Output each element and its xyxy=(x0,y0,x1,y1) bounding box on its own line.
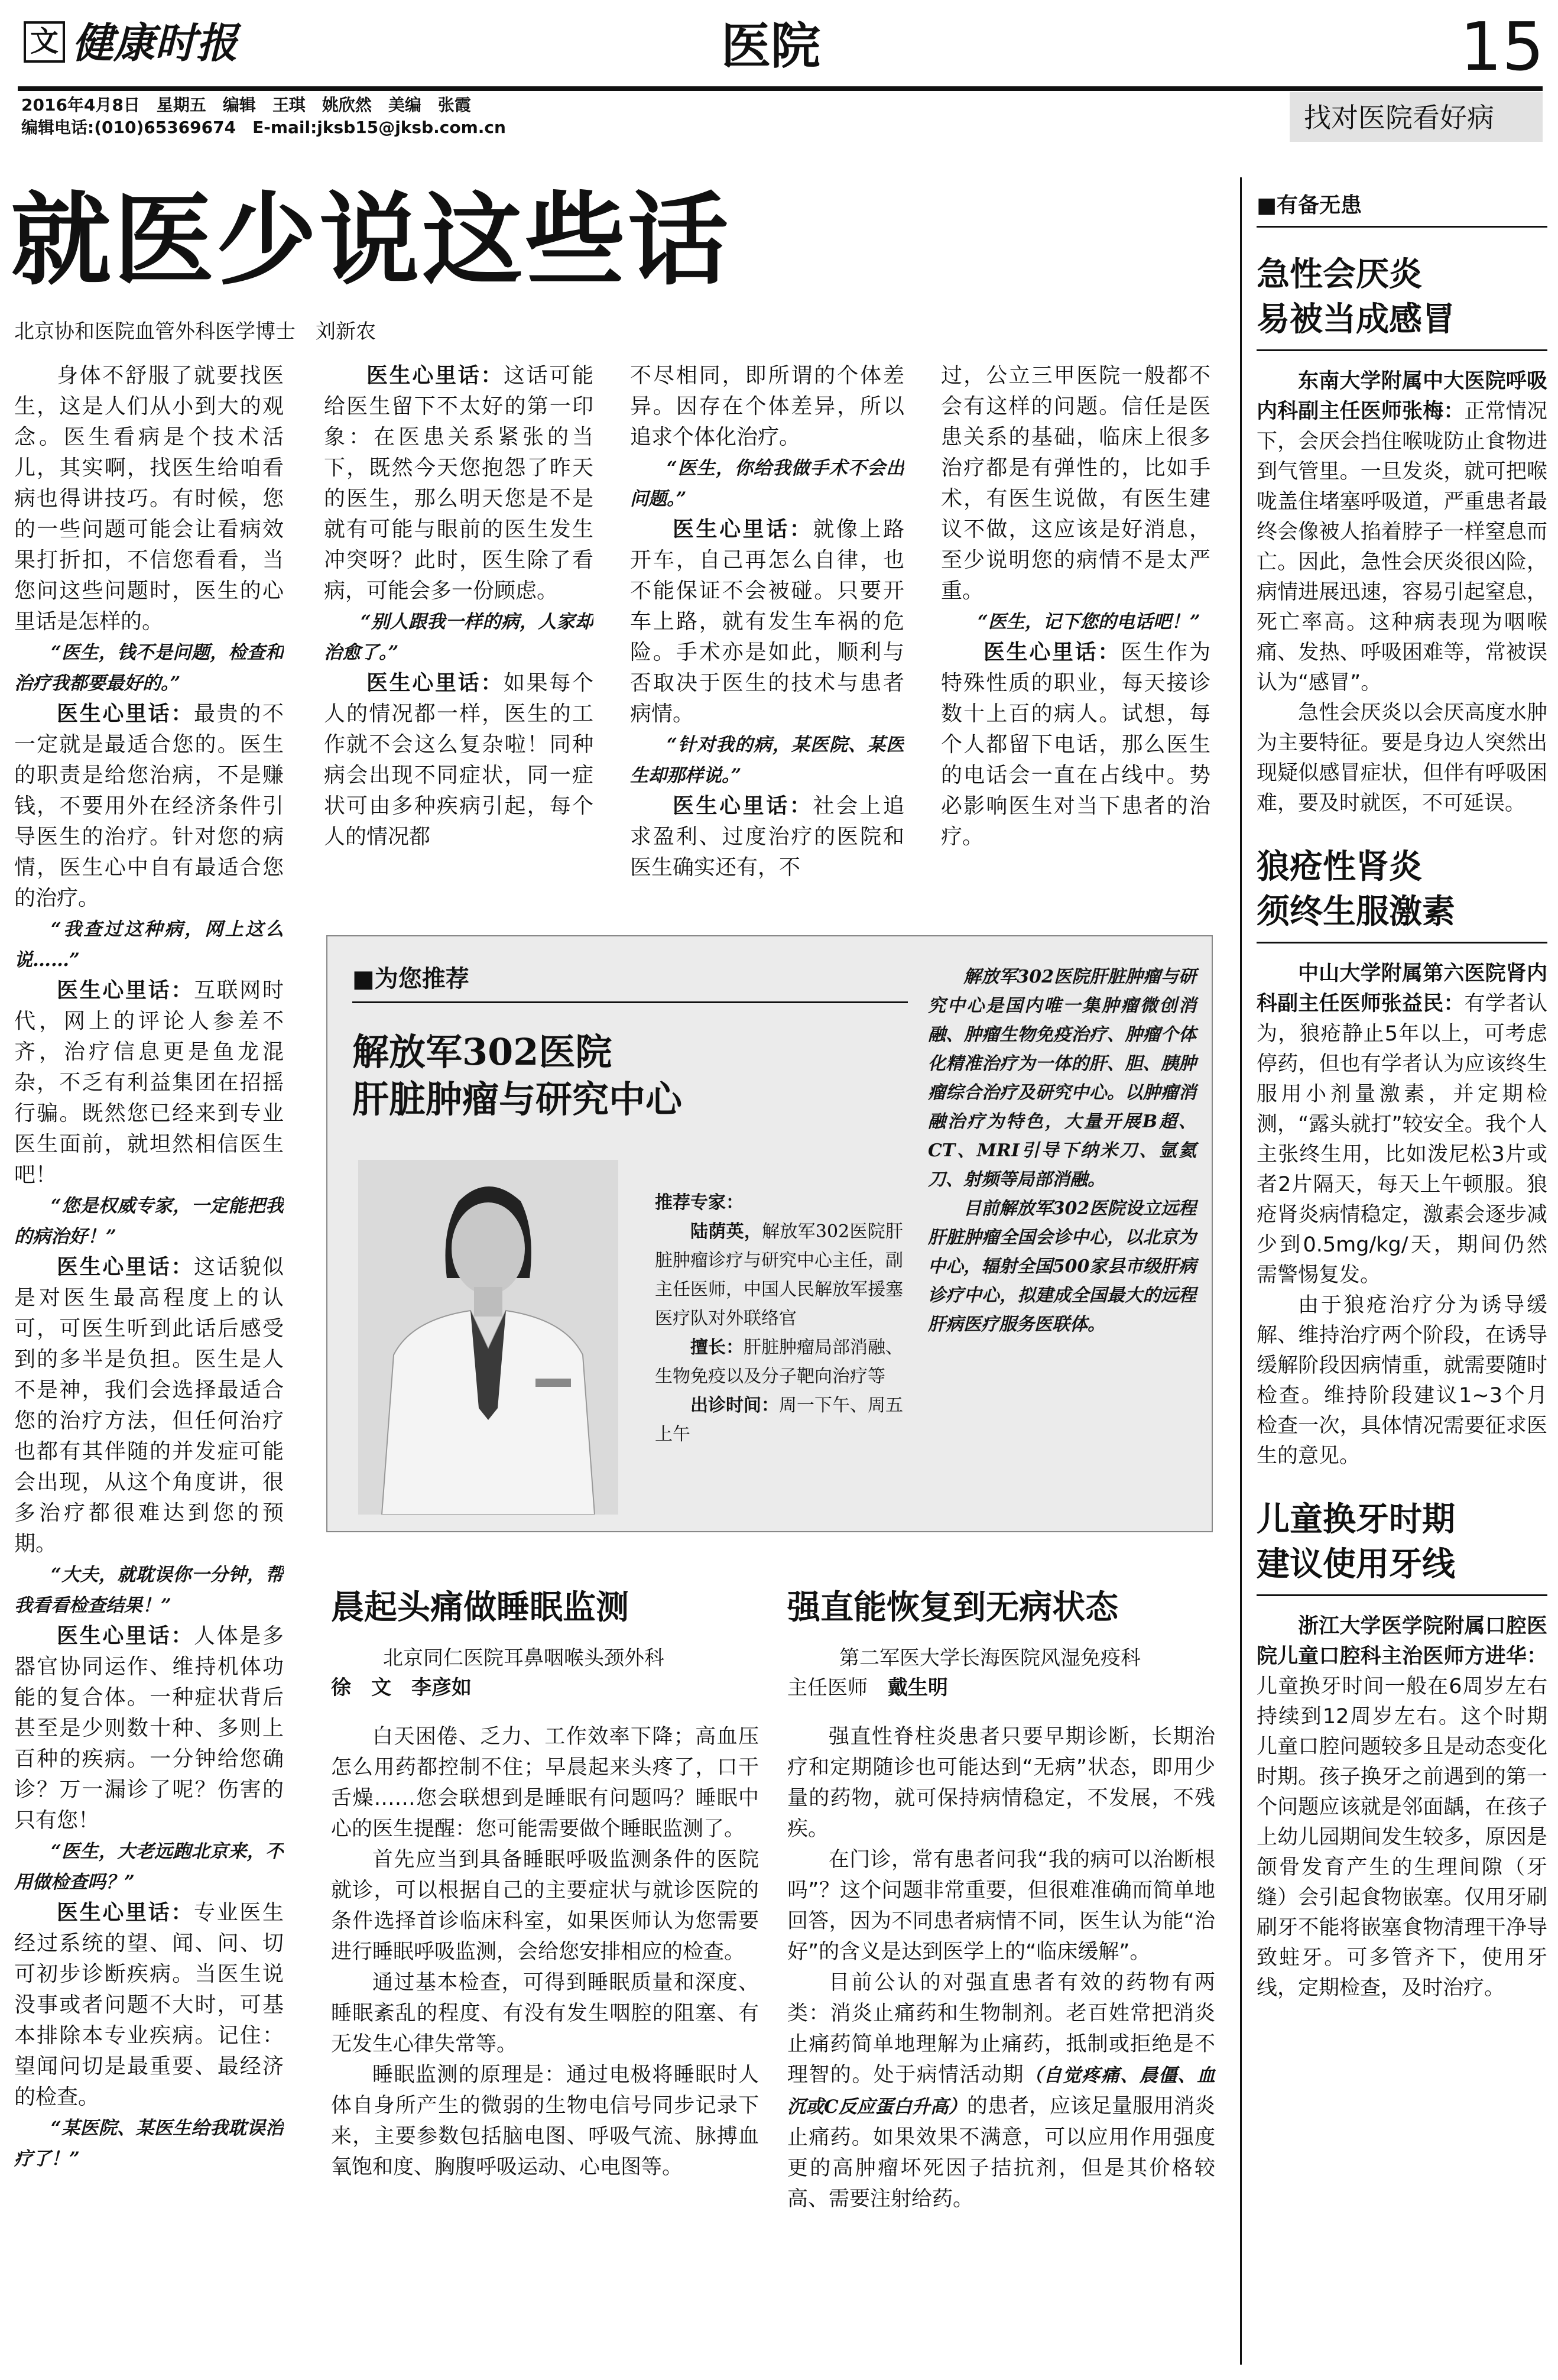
promo-tag-label: 为您推荐 xyxy=(374,965,469,993)
s3-title xyxy=(1257,1497,1547,1587)
headline: 就医少说这些话 xyxy=(11,181,731,299)
expert-name: 陆荫英， xyxy=(690,1221,762,1242)
doctor-note xyxy=(941,637,1210,852)
sidebar xyxy=(1257,189,1547,2003)
promo-right-p1: 解放军302医院肝脏肿瘤与研究中心是国内唯一集肿瘤微创消融、肿瘤生物免疫治疗、肿瘤个体化精准治疗为一体的肝、胆、胰肿瘤综合治疗及研究中心。以肿瘤消融治疗为特色，大量开展B超、CT、MRI引导下纳米刀、氩氦刀、射频等局部消融。 xyxy=(928,967,1196,1190)
doctor-note xyxy=(324,668,593,852)
s2-title xyxy=(1257,845,1547,935)
quote-line: “针对我的病，某医院、某医生却那样说。” xyxy=(630,734,904,786)
as-aff2: 主任医师 xyxy=(787,1676,868,1700)
s2-title-l2: 须终生服激素 xyxy=(1257,893,1455,931)
continued-paragraph: 不尽相同，即所谓的个体差异。因存在个体差异，所以追求个体化治疗。 xyxy=(630,364,904,449)
quote-line: “医生，钱不是问题，检查和治疗我都要最好的。” xyxy=(14,642,284,694)
doctor-note xyxy=(630,514,904,729)
doctor-note xyxy=(14,1898,284,2113)
as-paragraph xyxy=(787,1967,1215,2214)
doctor-note xyxy=(14,699,284,914)
expert-desc: 解放军302医院肝脏肿瘤诊疗与研究中心主任，副主任医师，中国人民解放军援塞医疗队对外联络官 xyxy=(655,1221,903,1329)
doctor-note-text: 社会上追求盈利、过度治疗的医院和医生确实还有，不 xyxy=(630,794,904,880)
masthead xyxy=(18,9,1544,142)
slogan: 找对医院看好病 xyxy=(1304,102,1494,134)
promo-right xyxy=(928,962,1196,1339)
doctor-note-label: 医生心里话： xyxy=(57,1255,194,1279)
sleep-paragraph: 首先应当到具备睡眠呼吸监测条件的医院就诊，可以根据自己的主要症状与就诊医院的条件选择首诊临床科室，如果医师认为您需要进行睡眠呼吸监测，会给您安排相应的检查。 xyxy=(331,1848,759,1964)
skill-desc: 肝脏肿瘤局部消融、生物免疫以及分子靶向治疗等 xyxy=(655,1337,903,1387)
sleep-paragraph: 睡眠监测的原理是：通过电极将睡眠时人体自身所产生的微弱的生物电信号同步记录下来，主要参数包括脑电图、呼吸气流、脉搏血氧饱和度、胸腹呼吸运动、心电图等。 xyxy=(331,2063,759,2179)
as-body xyxy=(787,1721,1215,2214)
doctor-note-text: 就像上路开车，自己再怎么自律，也不能保证不会被碰。只要开车上路，就有发生车祸的危险。手术亦是如此，顺利与否取决于医生的技术与患者病情。 xyxy=(630,517,904,726)
s1-title xyxy=(1257,252,1547,342)
s3-p1 xyxy=(1257,1611,1547,2003)
promo-right-p2: 目前解放军302医院设立远程肝脏肿瘤全国会诊中心，以北京为中心，辐射全国500家县市级肝病诊疗中心，拟建成全国最大的远程肝病医疗服务医联体。 xyxy=(928,1198,1196,1335)
section-title: 医院 xyxy=(721,17,821,75)
as-paragraph: 在门诊，常有患者问我“我的病可以治断根吗”？这个问题非常重要，但很难准确而简单地回答，因为不同患者病情不同，医生认为能“治好”的含义是达到医学上的“临床缓解”。 xyxy=(787,1848,1215,1964)
doctor-note-label: 医生心里话： xyxy=(673,517,813,542)
doctor-note-label: 医生心里话： xyxy=(57,702,194,726)
s3-lead: 浙江大学医学院附属口腔医院儿童口腔科主治医师方进华： xyxy=(1257,1614,1547,1668)
time-label: 出诊时间： xyxy=(690,1395,779,1416)
sidebar-divider xyxy=(1240,177,1242,2365)
s2-body xyxy=(1257,959,1547,1471)
doctor-note-text: 如果每个人的情况都一样，医生的工作就不会这么复杂啦！同种病会出现不同症状，同一症状可由多种疾病引起，每个人的情况都 xyxy=(324,671,593,849)
s1-p1-text: 正常情况下，会厌会挡住喉咙防止食物进到气管里。一旦发炎，就可把喉咙盖住堵塞呼吸道，严重患者最终会像被人掐着脖子一样窒息而亡。因此，急性会厌炎很凶险，病情进展迅速，容易引起窒息，死亡率高。这种病表现为咽喉痛、发热、呼吸困难等，常被误认为“感冒”。 xyxy=(1257,400,1547,695)
doctor-note xyxy=(14,1252,284,1559)
s3-title-l1: 儿童换牙时期 xyxy=(1257,1500,1455,1539)
quote-line: “您是权威专家，一定能把我的病治好！” xyxy=(14,1195,284,1247)
doctor-note-text: 专业医生经过系统的望、闻、问、切可初步诊断疾病。当医生说没事或者问题不大时，可基本排除本专业疾病。记住：望闻问切是最重要、最经济的检查。 xyxy=(14,1901,284,2109)
quote-line: “医生，大老远跑北京来，不用做检查吗？” xyxy=(14,1841,284,1893)
s2-p2: 由于狼疮治疗分为诱导缓解、维持治疗两个阶段，在诱导缓解阶段因病情重，就需要随时检查。维持阶段建议1~3个月检查一次，具体情况需要征求医生的意见。 xyxy=(1257,1293,1547,1468)
time-text xyxy=(655,1391,903,1449)
sleep-title: 晨起头痛做睡眠监测 xyxy=(331,1588,629,1627)
sleep-paragraph: 白天困倦、乏力、工作效率下降；高血压怎么用药都控制不住；早晨起来头疼了，口干舌燥……您会联想到是睡眠有问题吗？睡眠中心的医生提醒：您可能需要做个睡眠监测了。 xyxy=(331,1725,759,1841)
promo-divider xyxy=(352,1001,908,1003)
promo-title-l1: 解放军302医院 xyxy=(352,1030,612,1074)
as-p3-part: 目前公认的对强直患者有效的药物有两类：消炎止痛药和生物制剂。老百姓常把消炎止痛药简单地理解为止痛药，抵制或拒绝是不理智的。处于病情活动期 xyxy=(787,1971,1215,2087)
s2-title-l1: 狼疮性肾炎 xyxy=(1257,848,1422,886)
byline: 北京协和医院血管外科医学博士 刘新农 xyxy=(14,320,376,343)
expert-label: 推荐专家： xyxy=(655,1192,744,1213)
doctor-note-label: 医生心里话： xyxy=(57,978,194,1003)
as-paragraph: 强直性脊柱炎患者只要早期诊断，长期治疗和定期随诊也可能达到“无病”状态，即用少量的药物，就可保持病情稳定，不发展，不残疾。 xyxy=(787,1725,1215,1841)
quote-line: “别人跟我一样的病，人家却治愈了。” xyxy=(324,611,593,663)
s1-rule xyxy=(1257,349,1547,351)
promo-expert xyxy=(655,1188,903,1449)
doctor-note xyxy=(14,975,284,1191)
as-affiliation: 第二军医大学长海医院风湿免疫科 xyxy=(839,1646,1141,1670)
quote-line: “医生，你给我做手术不会出问题。” xyxy=(630,458,904,510)
promo-tag: ■为您推荐 xyxy=(352,965,469,993)
as-p3-part: （自觉疼痛、晨僵、血沉或C反应蛋白升高） xyxy=(787,2065,1215,2118)
doctor-note-text: 这话貌似是对医生最高程度上的认可，可医生听到此话后感受到的多半是负担。医生是人不是神，我们会选择最适合您的治疗方法，但任何治疗也都有其伴随的并发症可能会出现，从这个角度讲，很多治疗都很难达到您的预期。 xyxy=(14,1255,284,1556)
quote-line: “大夫，就耽误你一分钟，帮我看看检查结果！” xyxy=(14,1564,284,1616)
doctor-note-text: 人体是多器官协同运作、维持机体功能的复合体。一种症状背后甚至是少则数十种、多则上百种的疾病。一分钟给您确诊？万一漏诊了呢？伤害的只有您！ xyxy=(14,1624,284,1833)
logo-mark: 文 xyxy=(24,21,65,63)
as-author: 戴生明 xyxy=(888,1676,948,1700)
sleep-affiliation: 北京同仁医院耳鼻咽喉头颈外科 xyxy=(383,1646,664,1670)
as-author-line xyxy=(787,1674,948,1701)
paper-name: 健康时报 xyxy=(72,18,238,67)
doctor-photo xyxy=(358,1160,618,1515)
doctor-note-label: 医生心里话： xyxy=(366,671,504,695)
as-p3-part: 的患者，应该足量服用消炎止痛药。如果效果不满意，可以应用作用强度更的高肿瘤坏死因子拮抗剂，但是其价格较高、需要注射给药。 xyxy=(787,2094,1215,2211)
doctor-note-label: 医生心里话： xyxy=(57,1901,194,1925)
skill-label: 擅长： xyxy=(690,1337,744,1358)
date-line: 2016年4月8日 星期五 编辑 王琪 姚欣然 美编 张霞 xyxy=(21,95,471,115)
doctor-note-label: 医生心里话： xyxy=(366,364,504,388)
s2-p1-text: 有学者认为，狼疮静止5年以上，可考虑停药，但也有学者认为应该终生服用小剂量激素，并定期检测，“露头就打”较安全。我个人主张终生用，比如泼尼松3片或者2片隔天，每天上午顿服。狼疮肾炎病情稳定，激素会逐步减少到0.5mg/kg/天，期间仍然需警惕复发。 xyxy=(1257,992,1547,1287)
doctor-note-text: 最贵的不一定就是最适合您的。医生的职责是给您治病，不是赚钱，不要用外在经济条件引导医生的治疗。针对您的病情，医生心中自有最适合您的治疗。 xyxy=(14,702,284,910)
doctor-note-text: 这话可能给医生留下不太好的第一印象：在医患关系紧张的当下，既然今天您抱怨了昨天的医生，那么明天您是不是就有可能与眼前的医生发生冲突呀？此时，医生除了看病，可能会多一份顾虑。 xyxy=(324,364,593,603)
quote-line: “某医院、某医生给我耽误治疗了！” xyxy=(14,2118,284,2170)
quote-line: “医生，记下您的电话吧！” xyxy=(978,611,1200,633)
doctor-note-label: 医生心里话： xyxy=(984,640,1121,664)
skill-text xyxy=(655,1333,903,1391)
sleep-authors: 徐 文 李彦如 xyxy=(331,1676,472,1700)
article-column-4 xyxy=(941,361,1210,928)
phone-line: 编辑电话:(010)65369674 E-mail:jksb15@jksb.com.cn xyxy=(21,118,506,137)
doctor-note xyxy=(14,1621,284,1836)
sidebar-tag-rule xyxy=(1257,226,1547,228)
sidebar-tag: ■有备无患 xyxy=(1257,193,1362,218)
s1-title-l2: 易被当成感冒 xyxy=(1257,300,1455,339)
continued-paragraph: 过，公立三甲医院一般都不会有这样的问题。信任是医患关系的基础，临床上很多治疗都是有弹性的，比如手术，有医生说做，有医生建议不做，这应该是好消息，至少说明您的病情不是太严重。 xyxy=(941,364,1210,603)
doctor-portrait xyxy=(358,1160,618,1515)
s2-lead: 中山大学附属第六医院肾内科副主任医师张益民： xyxy=(1257,962,1547,1016)
sleep-paragraph: 通过基本检查，可得到睡眠质量和深度、睡眠紊乱的程度、有没有发生咽腔的阻塞、有无发生心律失常等。 xyxy=(331,1971,759,2056)
doctor-note-label: 医生心里话： xyxy=(673,794,813,818)
doctor-note xyxy=(630,791,904,883)
s1-lead: 东南大学附属中大医院呼吸内科副主任医师张梅： xyxy=(1257,369,1547,423)
s3-body xyxy=(1257,1611,1547,2003)
time-desc: 周一下午、周五上午 xyxy=(655,1395,903,1445)
s1-p2: 急性会厌炎以会厌高度水肿为主要特征。要是身边人突然出现疑似感冒症状，但伴有呼吸困难，要及时就医，不可延误。 xyxy=(1257,701,1547,815)
s3-title-l2: 建议使用牙线 xyxy=(1257,1545,1455,1584)
doctor-note-text: 互联网时代，网上的评论人参差不齐，治疗信息更是鱼龙混杂，不乏有利益集团在招摇行骗。既然您已经来到专业医生面前，就坦然相信医生吧！ xyxy=(14,978,284,1187)
expert-text xyxy=(655,1217,903,1333)
s1-body xyxy=(1257,367,1547,819)
article-column-2 xyxy=(324,361,593,928)
page-number: 15 xyxy=(1460,9,1544,86)
paragraph: 身体不舒服了就要找医生，这是人们从小到大的观念。医生看病是个技术活儿，其实啊，找医生给咱看病也得讲技巧。有时候，您的一些问题可能会让看病效果打折扣，不信您看看，当您问这些问题时，医生的心里话是怎样的。 xyxy=(14,364,284,634)
s2-p1 xyxy=(1257,959,1547,1290)
as-title: 强直能恢复到无病状态 xyxy=(787,1588,1118,1627)
s1-title-l1: 急性会厌炎 xyxy=(1257,255,1422,294)
doctor-note xyxy=(324,361,593,607)
masthead-rule xyxy=(18,86,1543,91)
article-column-1 xyxy=(14,361,284,2353)
doctor-note-label: 医生心里话： xyxy=(57,1624,194,1648)
quote-line: “我查过这种病，网上这么说……” xyxy=(14,919,284,971)
s3-rule xyxy=(1257,1594,1547,1596)
sidebar-tag-label: 有备无患 xyxy=(1277,193,1362,218)
sleep-body xyxy=(331,1721,759,2183)
article-column-3 xyxy=(630,361,904,928)
s2-rule xyxy=(1257,942,1547,943)
s1-p1 xyxy=(1257,367,1547,698)
promo-title-l2: 肝脏肿瘤与研究中心 xyxy=(352,1078,683,1121)
doctor-note-text: 医生作为特殊性质的职业，每天接诊数十上百的病人。试想，每个人都留下电话，那么医生的电话会一直在占线中。势必影响医生对当下患者的治疗。 xyxy=(941,640,1210,849)
s3-p1-text: 儿童换牙时间一般在6周岁左右持续到12周岁左右。这个时期儿童口腔问题较多且是动态变化时期。孩子换牙之前遇到的第一个问题应该就是邻面龋，在孩子上幼儿园期间发生较多，原因是颌骨发育产生的生理间隙（牙缝）会引起食物嵌塞。仅用牙刷刷牙不能将嵌塞食物清理干净导致蛀牙。可多管齐下，使用牙线，定期检查，及时治疗。 xyxy=(1257,1675,1547,2000)
